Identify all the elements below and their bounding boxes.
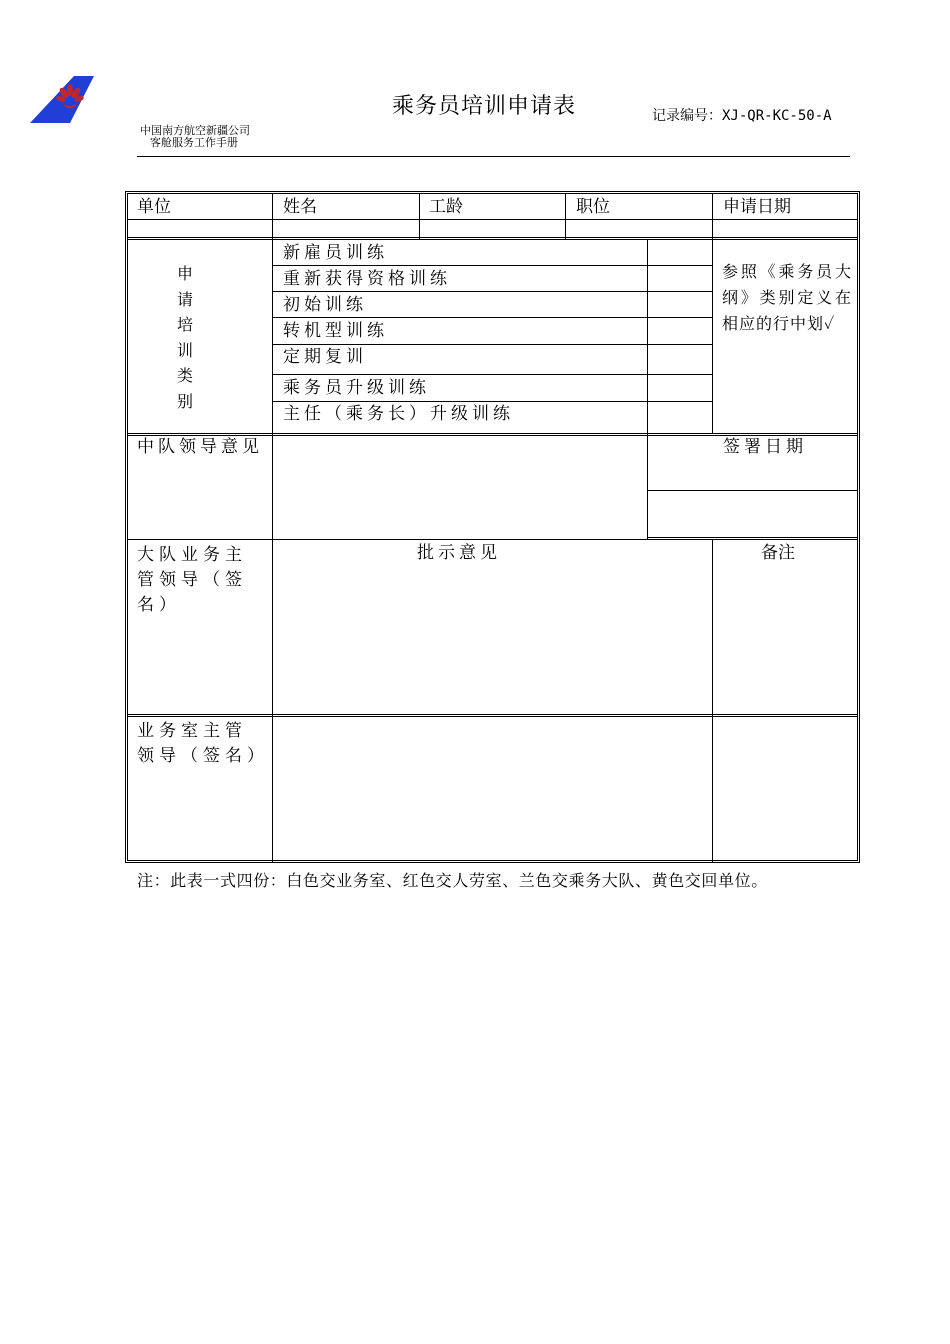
header-divider xyxy=(137,156,850,157)
brigade-leader-sign-label: 大队业务主管领导（签名） xyxy=(137,545,247,615)
training-type-requalification: 重新获得资格训练 xyxy=(283,269,451,289)
col-unit: 单位 xyxy=(137,197,171,217)
training-type-initial: 初始训练 xyxy=(283,295,367,315)
manual-name: 客舱服务工作手册 xyxy=(150,136,238,149)
reference-note: 参照《乘务员大纲》类别定义在相应的行中划✓ xyxy=(722,262,852,333)
record-number: 记录编号：XJ-QR-KC-50-A xyxy=(652,108,832,124)
training-type-transition: 转机型训练 xyxy=(283,321,388,341)
org-name: 中国南方航空新疆公司 xyxy=(140,124,250,137)
office-leader-sign-label: 业务室主管领导（签名） xyxy=(137,721,269,766)
category-char: 培 xyxy=(176,315,193,334)
training-type-recurrent: 定期复训 xyxy=(283,347,367,367)
squadron-leader-opinion-label: 中队领导意见 xyxy=(137,437,263,457)
category-char: 请 xyxy=(176,289,193,309)
category-char: 类 xyxy=(176,366,193,385)
page-title: 乘务员培训申请表 xyxy=(392,94,577,119)
training-category-label xyxy=(175,261,195,414)
china-southern-logo-icon xyxy=(30,76,96,124)
col-name: 姓名 xyxy=(283,197,317,217)
training-type-purser-upgrade: 主任（乘务长）升级训练 xyxy=(283,404,514,424)
footer-note: 注：此表一式四份：白色交业务室、红色交人劳室、兰色交乘务大队、黄色交回单位。 xyxy=(137,871,768,890)
category-char: 申 xyxy=(176,264,193,283)
col-seniority: 工龄 xyxy=(429,197,463,217)
training-type-attendant-upgrade: 乘务员升级训练 xyxy=(283,378,430,398)
training-application-form xyxy=(125,191,860,863)
category-char: 训 xyxy=(176,340,193,360)
col-application-date: 申请日期 xyxy=(723,197,791,217)
approval-opinion-label: 批示意见 xyxy=(417,543,501,563)
training-type-new-hire: 新雇员训练 xyxy=(283,243,388,263)
sign-date-label: 签署日期 xyxy=(723,437,807,457)
col-position: 职位 xyxy=(576,197,610,217)
category-char: 别 xyxy=(176,391,193,411)
remarks-label: 备注 xyxy=(761,543,795,563)
